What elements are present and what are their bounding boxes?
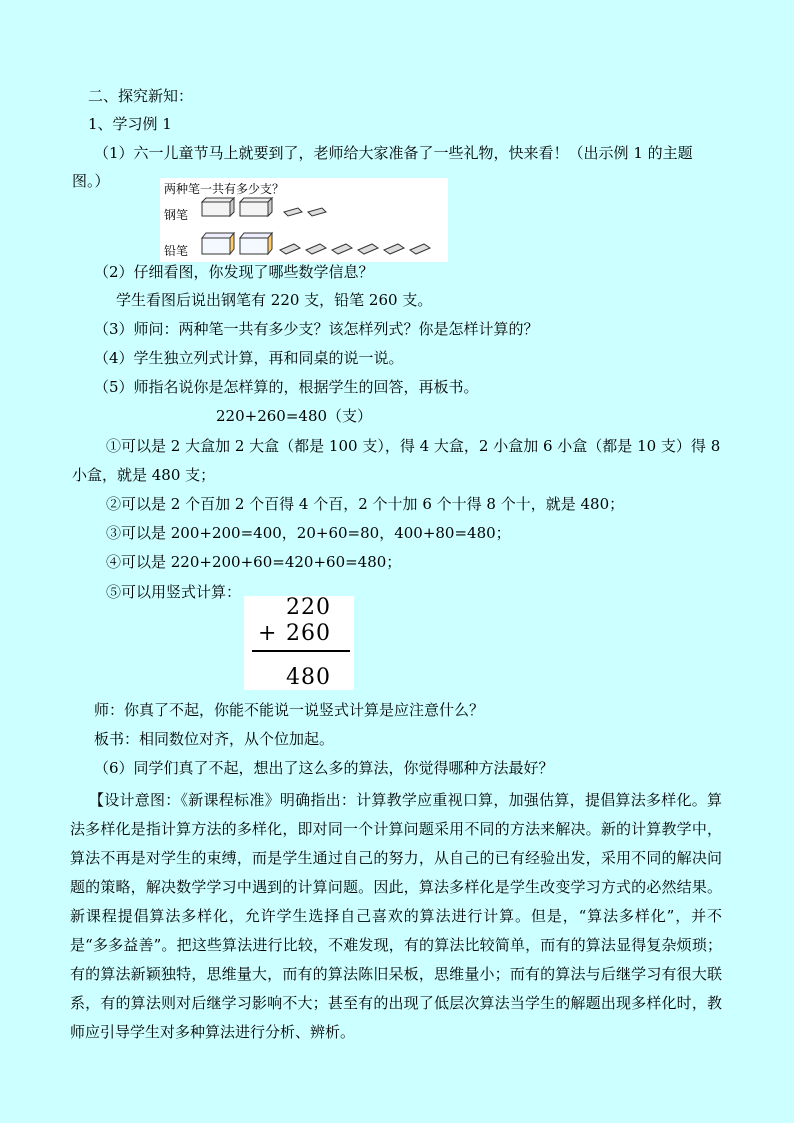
pen-boxes-drawing [160, 178, 448, 262]
vertical-addend-1: 220 [286, 595, 331, 620]
design-intent-paragraph: 【设计意图：《新课程标准》明确指出：计算教学应重视口算，加强估算，提倡算法多样化。算法多样化是指计算方法的多样化，即对同一个计算问题采用不同的方法来解决。新的计算教学中，算法不再是对学生的束缚，而是学生通过自己的努力，从自己的已有经验出发，采用不同的解决问题的策略，解决数学学习中遇到的计算问题。因此，算法多样化是学生改变学习方式的必然结果。新课程提倡算法多样化，允许学生选择自己喜欢的算法进行计算。但是，“算法多样化”，并不是“多多益善”。把这些算法进行比较，不难发现，有的算法比较简单，而有的算法显得复杂烦琐；有的算法新颖独特，思维量大，而有的算法陈旧呆板，思维量小；而有的算法与后继学习有很大联系，有的算法则对后继学习影响不大；甚至有的出现了低层次算法当学生的解题出现多样化时，教师应引导学生对多种算法进行分析、辨析。 [70, 791, 722, 1041]
pencil-small-box [306, 244, 326, 254]
paragraph-5: （5）师指名说你是怎样算的，根据学生的回答，再板书。 [94, 378, 479, 396]
board-note: 板书：相同数位对齐，从个位加起。 [94, 730, 335, 748]
method-5: ⑤可以用竖式计算： [106, 583, 242, 601]
paragraph-4: （4）学生独立列式计算，再和同桌的说一说。 [94, 349, 404, 367]
teacher-question: 师：你真了不起，你能不能说一说竖式计算是应注意什么？ [94, 701, 485, 719]
theme-illustration [160, 178, 448, 262]
paragraph-6: （6）同学们真了不起，想出了这么多的算法，你觉得哪种方法最好？ [94, 759, 554, 777]
method-2: ②可以是 2 个百加 2 个百得 4 个百，2 个十加 6 个十得 8 个十，就是 480； [106, 495, 625, 513]
method-1-line-1: ①可以是 2 大盒加 2 大盒（都是 100 支），得 4 大盒，2 小盒加 6 小盒（都是 10 支）得 8 [106, 437, 721, 455]
example-heading: 1、学习例 1 [88, 115, 172, 133]
vertical-result: 480 [286, 665, 331, 690]
equation: 220+260=480（支） [216, 407, 373, 425]
paragraph-1-line-2: 图。） [72, 172, 110, 190]
figure-title: 两种笔一共有多少支？ [164, 182, 285, 196]
paragraph-2-answer: 学生看图后说出钢笔有 220 支，铅笔 260 支。 [116, 291, 433, 309]
method-1-line-2: 小盒，就是 480 支； [72, 466, 216, 484]
pen-big-box [240, 198, 272, 216]
pencil-small-box [358, 244, 378, 254]
pen-big-box [202, 198, 234, 216]
method-3: ③可以是 200+200=400，20+60=80，400+80=480； [106, 524, 511, 542]
vertical-addition [244, 596, 354, 690]
figure-label-pencil: 铅笔 [164, 244, 189, 258]
paragraph-3: （3）师问：两种笔一共有多少支？该怎样列式？你是怎样计算的？ [94, 320, 539, 338]
pencil-small-box [280, 244, 300, 254]
vertical-addend-2: 260 [286, 621, 331, 646]
pencil-small-box [384, 244, 404, 254]
pencil-big-box [202, 233, 234, 254]
section-heading: 二、探究新知： [88, 87, 194, 105]
pencil-small-box [332, 244, 352, 254]
figure-label-pen: 钢笔 [164, 208, 189, 222]
pen-small-box [308, 208, 326, 216]
paragraph-1-line-1: （1）六一儿童节马上就要到了，老师给大家准备了一些礼物，快来看！（出示例 1 的主题 [94, 144, 693, 162]
paragraph-2: （2）仔细看图，你发现了哪些数学信息？ [94, 263, 374, 281]
pencil-small-box [410, 244, 430, 254]
vertical-sum-line [252, 650, 350, 652]
pencil-big-box [240, 233, 272, 254]
pen-small-box [284, 208, 302, 216]
vertical-plus-sign: + [258, 621, 278, 646]
method-4: ④可以是 220+200+60=420+60=480； [106, 553, 402, 571]
